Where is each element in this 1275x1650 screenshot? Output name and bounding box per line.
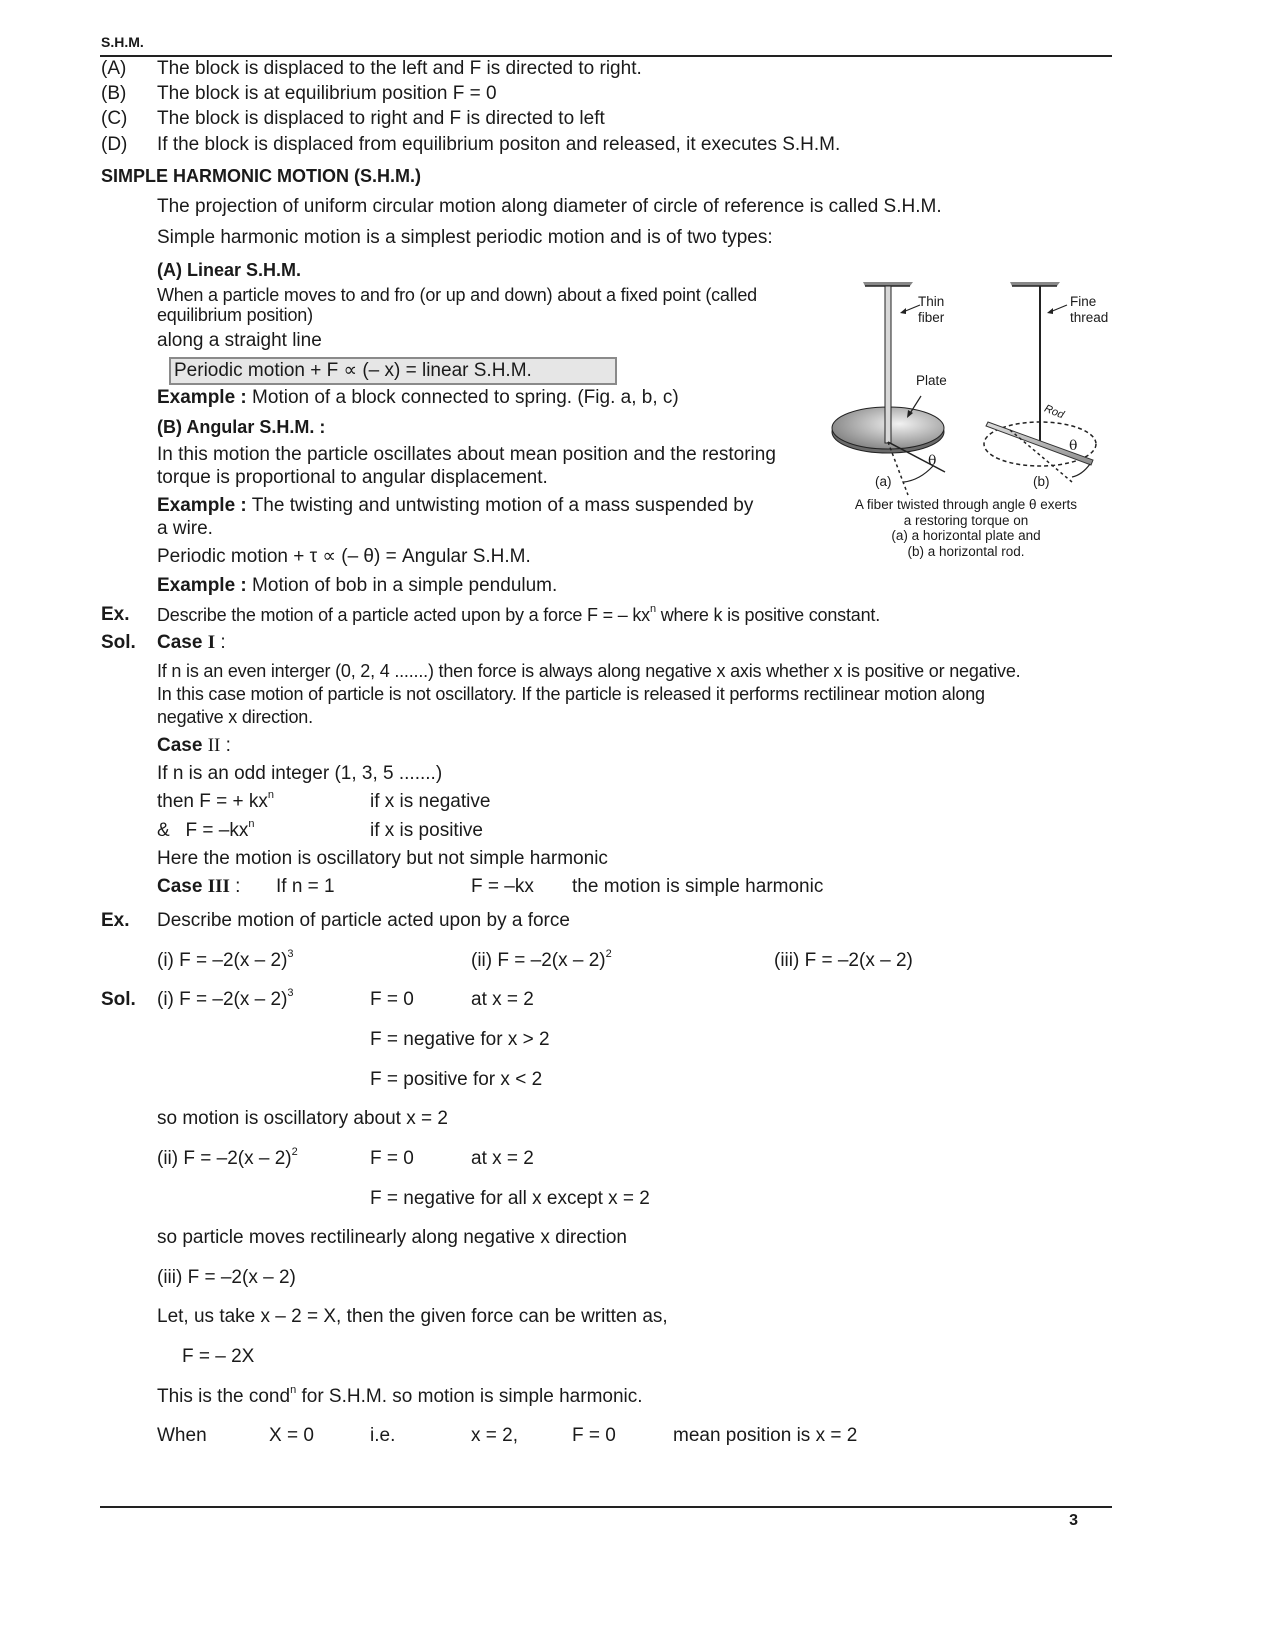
caption-line: (b) a horizontal rod. [907,543,1025,559]
case-label: Case [157,632,208,653]
angular-example-2 [157,575,557,597]
exponent: 3 [287,948,294,960]
option-label: (B) [101,83,127,104]
angular-example-1-line-2: a wire. [157,518,213,539]
theta-label-a: θ [928,453,937,469]
case-2-and-condition: if x is positive [370,820,483,841]
example-label: Example : [157,575,247,596]
option-text: The block is displaced to the left and F is directed to right. [157,58,642,79]
example-label: Example : [157,387,247,408]
exponent: n [649,603,656,615]
case-3-condition: If n = 1 [276,876,335,897]
linear-shm-heading: (A) Linear S.H.M. [157,260,302,280]
example-label: Ex. [101,910,130,931]
solution-i-at: at x = 2 [471,989,534,1010]
case-1-line-3: negative x direction. [157,707,313,727]
angular-desc-line-1: In this motion the particle oscillates about mean position and the restoring [157,444,776,465]
example-text: Motion of bob in a simple pendulum. [246,575,558,596]
case-colon: : [220,735,231,756]
option-text: The block is at equilibrium position F = 0 [157,83,497,104]
question-text: Describe the motion of a particle acted upon by a force F = – kx [157,605,650,625]
example-label: Ex. [101,604,130,625]
thin-fiber [885,286,891,443]
solution-iii-condition [157,1386,643,1408]
equation: then F = + kx [157,791,268,812]
option-label: (C) [101,108,128,129]
caption-line: A fiber twisted through angle θ exerts [854,497,1078,512]
example-2-part-ii [471,950,612,972]
exponent: 3 [287,987,294,999]
label-fine-thread-line-1: Fine [1070,294,1097,309]
figure-caption [820,497,1112,559]
example-text: Motion of a block connected to spring. (Fig. a, b, c) [246,387,679,408]
example-1-question [157,604,880,626]
label-fine-thread [1070,294,1108,325]
caption-line: (a) a horizontal plate and [891,528,1041,543]
example-text: The twisting and untwisting motion of a mass suspended by [246,495,754,516]
equation: & F = –kx [157,820,249,841]
solution-iii-equation: (iii) F = –2(x – 2) [157,1267,296,1288]
caption-line: a restoring torque on [903,512,1029,528]
torsion-figure [820,272,1130,572]
footer-rule [100,1506,1112,1508]
example-label: Example : [157,495,247,516]
solution-i-equation [157,989,294,1011]
angular-shm-formula: Periodic motion + τ ∝ (– θ) = Angular S.H.M. [157,546,531,567]
label-fine-thread-line-2: thread [1070,309,1109,325]
when-label: When [157,1425,207,1446]
when-ie: i.e. [370,1425,396,1446]
running-header: S.H.M. [101,34,144,50]
condition-text: for S.H.M. so motion is simple harmonic. [296,1386,643,1407]
ceiling-a [863,282,913,286]
case-label: Case [157,735,208,756]
label-thin-fiber-line-1: Thin [918,294,945,309]
case-2-heading [157,735,231,757]
solution-iii-force: F = – 2X [182,1346,255,1367]
exponent: 2 [291,1146,298,1158]
option-label: (A) [101,58,127,79]
case-2-line-1: If n is an odd integer (1, 3, 5 .......) [157,763,443,784]
solution-ii-negative: F = negative for all x except x = 2 [370,1188,650,1209]
exponent: n [290,1384,297,1396]
arrowhead-icon [900,308,906,314]
case-1-line-2: In this case motion of particle is not oscillatory. If the particle is released it performs rectilinear motion along [157,684,985,704]
label-thin-fiber [918,294,944,325]
mean-position: mean position is x = 2 [673,1425,858,1446]
case-2-conclusion: Here the motion is oscillatory but not simple harmonic [157,848,608,869]
label-thin-fiber-line-2: fiber [918,309,945,325]
solution-i-negative: F = negative for x > 2 [370,1029,550,1050]
case-number: I [207,632,216,653]
case-3-result: the motion is simple harmonic [572,876,824,897]
intro-paragraph-2: Simple harmonic motion is a simplest periodic motion and is of two types: [157,227,773,248]
solution-label: Sol. [101,989,136,1010]
when-F-zero: F = 0 [572,1425,616,1446]
case-3-force: F = –kx [471,876,534,897]
subfigure-label-b: (b) [1033,474,1050,489]
section-heading: SIMPLE HARMONIC MOTION (S.H.M.) [101,166,421,186]
exponent: 2 [605,948,612,960]
solution-ii-zero-force: F = 0 [370,1148,414,1169]
equation: (i) F = –2(x – 2) [157,989,288,1010]
equation: (ii) F = –2(x – 2) [471,950,606,971]
header-rule [100,55,1112,57]
solution-i-zero-force: F = 0 [370,989,414,1010]
linear-desc-line-2: equilibrium position) [157,305,313,325]
question-text: where k is positive constant. [655,605,880,625]
subfigure-label-a: (a) [875,474,892,489]
case-2-then-condition: if x is negative [370,791,491,812]
example-2-part-i [157,950,294,972]
label-rod: Rod [1042,402,1066,422]
equation: (i) F = –2(x – 2) [157,950,288,971]
page-number: 3 [1069,1512,1078,1529]
angular-shm-heading: (B) Angular S.H.M. : [157,417,326,437]
linear-desc-line-1: When a particle moves to and fro (or up and down) about a fixed point (called [157,285,757,305]
solution-iii-substitution: Let, us take x – 2 = X, then the given force can be written as, [157,1306,668,1327]
theta-label-b: θ [1069,438,1078,454]
case-3-heading [157,876,240,898]
angle-arc-b [1072,464,1090,477]
solution-ii-equation [157,1148,298,1170]
intro-paragraph-1: The projection of uniform circular motion along diameter of circle of reference is called S.H.M. [157,196,942,217]
solution-i-conclusion: so motion is oscillatory about x = 2 [157,1108,448,1129]
option-label: (D) [101,134,128,155]
example-2-part-iii: (iii) F = –2(x – 2) [774,950,913,971]
case-1-line-1: If n is an even interger (0, 2, 4 .......) then force is always along negative x axis whether x is positive or negative. [157,661,1021,681]
linear-shm-formula-box [169,357,617,385]
solution-i-positive: F = positive for x < 2 [370,1069,543,1090]
equation: (ii) F = –2(x – 2) [157,1148,292,1169]
exponent: n [248,818,255,830]
case-2-and [157,820,254,842]
condition-text: This is the cond [157,1386,291,1407]
case-colon: : [215,632,226,653]
when-X-zero: X = 0 [269,1425,314,1446]
linear-example [157,387,679,409]
solution-label: Sol. [101,632,136,653]
angular-example-1 [157,495,753,517]
case-1-heading [157,632,226,654]
option-text: If the block is displaced from equilibrium positon and released, it executes S.H.M. [157,134,841,155]
solution-ii-at: at x = 2 [471,1148,534,1169]
case-number: II [207,735,221,756]
linear-desc-line-3: along a straight line [157,330,322,351]
solution-ii-conclusion: so particle moves rectilinearly along negative x direction [157,1227,627,1248]
arrowhead-icon [1047,308,1053,314]
when-x-two: x = 2, [471,1425,518,1446]
angular-desc-line-2: torque is proportional to angular displacement. [157,467,548,488]
case-2-then [157,791,274,813]
example-2-question: Describe motion of particle acted upon by a force [157,910,570,931]
linear-shm-formula: Periodic motion + F ∝ (– x) = linear S.H.M. [174,360,532,381]
case-number: III [207,876,230,897]
exponent: n [267,789,275,801]
label-plate: Plate [916,373,947,388]
ceiling-b [1010,282,1060,286]
case-label: Case [157,876,208,897]
case-colon: : [229,876,241,897]
option-text: The block is displaced to right and F is directed to left [157,108,605,129]
